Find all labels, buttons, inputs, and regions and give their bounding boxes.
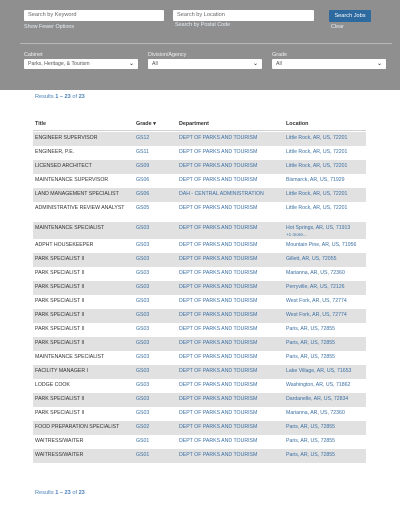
job-grade: GS02 — [136, 424, 150, 430]
division-selected-value: All — [152, 61, 158, 67]
cabinet-label: Cabinet — [24, 52, 43, 58]
job-grade: GS06 — [136, 191, 150, 197]
grade-label: Grade — [272, 52, 287, 58]
results-range: 1 – 23 — [55, 94, 71, 100]
location-column-header[interactable]: Location — [286, 121, 309, 127]
job-department: DEPT OF PARKS AND TOURISM — [179, 163, 258, 169]
job-location: Bismarck, AR, US, 71929 — [286, 177, 345, 183]
results-prefix: Results — [35, 94, 56, 100]
job-location: Hot Springs, AR, US, 71913 — [286, 225, 351, 231]
job-grade: GS03 — [136, 270, 150, 276]
table-row[interactable] — [33, 449, 366, 463]
job-title: MAINTENANCE SPECIALIST — [35, 354, 105, 360]
job-department: DEPT OF PARKS AND TOURISM — [179, 452, 258, 458]
job-grade: GS03 — [136, 242, 150, 248]
job-grade: GS09 — [136, 163, 150, 169]
job-location: Marianna, AR, US, 72360 — [286, 410, 345, 416]
job-department: DEPT OF PARKS AND TOURISM — [179, 354, 258, 360]
job-department: DAH - CENTRAL ADMINISTRATION — [179, 191, 264, 197]
job-location: Little Rock, AR, US, 72201 — [286, 191, 348, 197]
job-title: PARK SPECIALIST II — [35, 396, 85, 402]
results-range: 1 – 23 — [55, 490, 71, 496]
job-location: Paris, AR, US, 72855 — [286, 340, 336, 346]
location-placeholder: Search by Location — [177, 12, 225, 18]
job-title: PARK SPECIALIST II — [35, 270, 85, 276]
job-location: Paris, AR, US, 72855 — [286, 438, 336, 444]
job-department: DEPT OF PARKS AND TOURISM — [179, 205, 258, 211]
job-title: LAND MANAGEMENT SPECIALIST — [35, 191, 119, 197]
results-of: of — [70, 94, 79, 100]
job-location: Paris, AR, US, 72855 — [286, 424, 336, 430]
table-row[interactable] — [33, 188, 366, 202]
job-department: DEPT OF PARKS AND TOURISM — [179, 225, 258, 231]
job-title: PARK SPECIALIST II — [35, 298, 85, 304]
job-title: PARK SPECIALIST II — [35, 284, 85, 290]
job-department: DEPT OF PARKS AND TOURISM — [179, 438, 258, 444]
job-title: ADPHT HOUSEKEEPER — [35, 242, 94, 248]
table-row[interactable] — [33, 435, 366, 449]
job-title: LODGE COOK — [35, 382, 70, 388]
job-grade: GS11 — [136, 149, 149, 155]
show-fewer-options-link[interactable]: Show Fewer Options — [24, 24, 75, 30]
table-row[interactable] — [33, 351, 366, 365]
job-title: PARK SPECIALIST II — [35, 312, 85, 318]
job-location: Lake Village, AR, US, 71653 — [286, 368, 352, 374]
table-row[interactable] — [33, 174, 366, 188]
job-grade: GS03 — [136, 298, 150, 304]
table-row[interactable] — [33, 239, 366, 253]
grade-selected-value: All — [276, 61, 282, 67]
table-row[interactable] — [33, 421, 366, 435]
job-location: Dardanelle, AR, US, 72834 — [286, 396, 349, 402]
results-prefix: Results — [35, 490, 56, 496]
job-grade: GS03 — [136, 340, 150, 346]
job-title: MAINTENANCE SPECIALIST — [35, 225, 105, 231]
job-location: Perryville, AR, US, 72126 — [286, 284, 345, 290]
table-row[interactable] — [33, 323, 366, 337]
job-department: DEPT OF PARKS AND TOURISM — [179, 242, 258, 248]
search-by-postal-code-link[interactable]: Search by Postal Code — [175, 22, 231, 28]
table-row[interactable] — [33, 295, 366, 309]
cabinet-selected-value: Parks, Heritage, & Tourism — [28, 61, 90, 67]
job-grade: GS03 — [136, 396, 150, 402]
job-title: FOOD PREPARATION SPECIALIST — [35, 424, 120, 430]
results-total: 23 — [78, 94, 85, 100]
job-department: DEPT OF PARKS AND TOURISM — [179, 298, 258, 304]
job-title: PARK SPECIALIST II — [35, 326, 85, 332]
job-grade: GS03 — [136, 256, 150, 262]
job-title: PARK SPECIALIST II — [35, 256, 85, 262]
job-location: Paris, AR, US, 72855 — [286, 452, 336, 458]
job-department: DEPT OF PARKS AND TOURISM — [179, 340, 258, 346]
chevron-down-icon: ⌄ — [376, 61, 382, 67]
more-locations-link[interactable]: +1 more... — [286, 232, 307, 237]
results-of: of — [70, 490, 79, 496]
division-agency-select[interactable] — [148, 59, 262, 69]
job-grade: GS03 — [136, 368, 150, 374]
job-grade: GS01 — [136, 438, 150, 444]
job-title: PARK SPECIALIST II — [35, 410, 85, 416]
table-row[interactable] — [33, 253, 366, 267]
job-location: West Fork, AR, US, 72774 — [286, 312, 347, 318]
table-row[interactable] — [33, 309, 366, 323]
job-title: ADMINISTRATIVE REVIEW ANALYST — [35, 205, 125, 211]
keyword-search-input[interactable] — [24, 10, 164, 21]
job-location: Little Rock, AR, US, 72201 — [286, 205, 348, 211]
job-department: DEPT OF PARKS AND TOURISM — [179, 326, 258, 332]
job-location: Little Rock, AR, US, 72201 — [286, 163, 348, 169]
job-department: DEPT OF PARKS AND TOURISM — [179, 424, 258, 430]
job-title: PARK SPECIALIST II — [35, 340, 85, 346]
job-location: Paris, AR, US, 72855 — [286, 354, 336, 360]
division-agency-label: Division/Agency — [148, 52, 187, 58]
table-row[interactable] — [33, 337, 366, 351]
job-grade: GS03 — [136, 225, 150, 231]
location-search-input[interactable] — [173, 10, 314, 21]
job-grade: GS12 — [136, 135, 150, 141]
table-row[interactable] — [33, 379, 366, 393]
job-grade: GS01 — [136, 452, 150, 458]
search-panel — [0, 0, 400, 90]
table-row[interactable] — [33, 222, 366, 239]
job-title: WAITRESS/WAITER — [35, 452, 84, 458]
search-jobs-button[interactable]: Search Jobs — [329, 10, 371, 22]
results-count-bottom — [35, 490, 85, 496]
job-grade: GS05 — [136, 205, 150, 211]
grade-column-header[interactable]: Grade ▾ — [136, 121, 156, 127]
job-grade: GS03 — [136, 312, 150, 318]
results-count-top — [35, 94, 85, 100]
table-row[interactable] — [33, 281, 366, 295]
job-grade: GS03 — [136, 382, 150, 388]
job-department: DEPT OF PARKS AND TOURISM — [179, 256, 258, 262]
job-department: DEPT OF PARKS AND TOURISM — [179, 312, 258, 318]
keyword-placeholder: Search by Keyword — [28, 12, 77, 18]
job-location: Little Rock, AR, US, 72201 — [286, 149, 348, 155]
job-department: DEPT OF PARKS AND TOURISM — [179, 368, 258, 374]
job-location: Gillett, AR, US, 72055 — [286, 256, 337, 262]
job-location: Marianna, AR, US, 72360 — [286, 270, 345, 276]
table-row[interactable] — [33, 202, 366, 222]
table-header — [33, 118, 366, 131]
job-location: Mountain Pine, AR, US, 71956 — [286, 242, 357, 248]
job-department: DEPT OF PARKS AND TOURISM — [179, 410, 258, 416]
job-department: DEPT OF PARKS AND TOURISM — [179, 396, 258, 402]
table-row[interactable] — [33, 132, 366, 146]
job-grade: GS03 — [136, 326, 150, 332]
table-row[interactable] — [33, 365, 366, 379]
job-department: DEPT OF PARKS AND TOURISM — [179, 149, 258, 155]
job-grade: GS03 — [136, 284, 150, 290]
table-row[interactable] — [33, 267, 366, 281]
grade-select[interactable] — [272, 59, 386, 69]
job-title: ENGINEER, P.E. — [35, 149, 75, 155]
job-department: DEPT OF PARKS AND TOURISM — [179, 135, 258, 141]
table-row[interactable] — [33, 407, 366, 421]
job-grade: GS06 — [136, 177, 150, 183]
chevron-down-icon: ⌄ — [252, 61, 258, 67]
job-title: LICENSED ARCHITECT — [35, 163, 92, 169]
table-row[interactable] — [33, 146, 366, 160]
job-department: DEPT OF PARKS AND TOURISM — [179, 177, 258, 183]
results-total: 23 — [78, 490, 85, 496]
job-title: FACILITY MANAGER I — [35, 368, 88, 374]
table-row[interactable] — [33, 393, 366, 407]
job-department: DEPT OF PARKS AND TOURISM — [179, 270, 258, 276]
job-location: Washington, AR, US, 71862 — [286, 382, 351, 388]
job-title: ENGINEER SUPERVISOR — [35, 135, 98, 141]
filter-divider — [20, 43, 392, 44]
job-department: DEPT OF PARKS AND TOURISM — [179, 382, 258, 388]
job-department: DEPT OF PARKS AND TOURISM — [179, 284, 258, 290]
job-title: WAITRESS/WAITER — [35, 438, 84, 444]
job-location: West Fork, AR, US, 72774 — [286, 298, 347, 304]
title-column-header[interactable]: Title — [35, 121, 46, 127]
cabinet-select[interactable] — [24, 59, 138, 69]
job-location: Little Rock, AR, US, 72201 — [286, 135, 348, 141]
clear-link[interactable]: Clear — [331, 24, 344, 30]
table-row[interactable] — [33, 160, 366, 174]
job-title: MAINTENANCE SUPERVISOR — [35, 177, 109, 183]
department-column-header[interactable]: Department — [179, 121, 209, 127]
job-location: Paris, AR, US, 72855 — [286, 326, 336, 332]
job-grade: GS03 — [136, 354, 150, 360]
chevron-down-icon: ⌄ — [128, 61, 134, 67]
job-grade: GS03 — [136, 410, 150, 416]
